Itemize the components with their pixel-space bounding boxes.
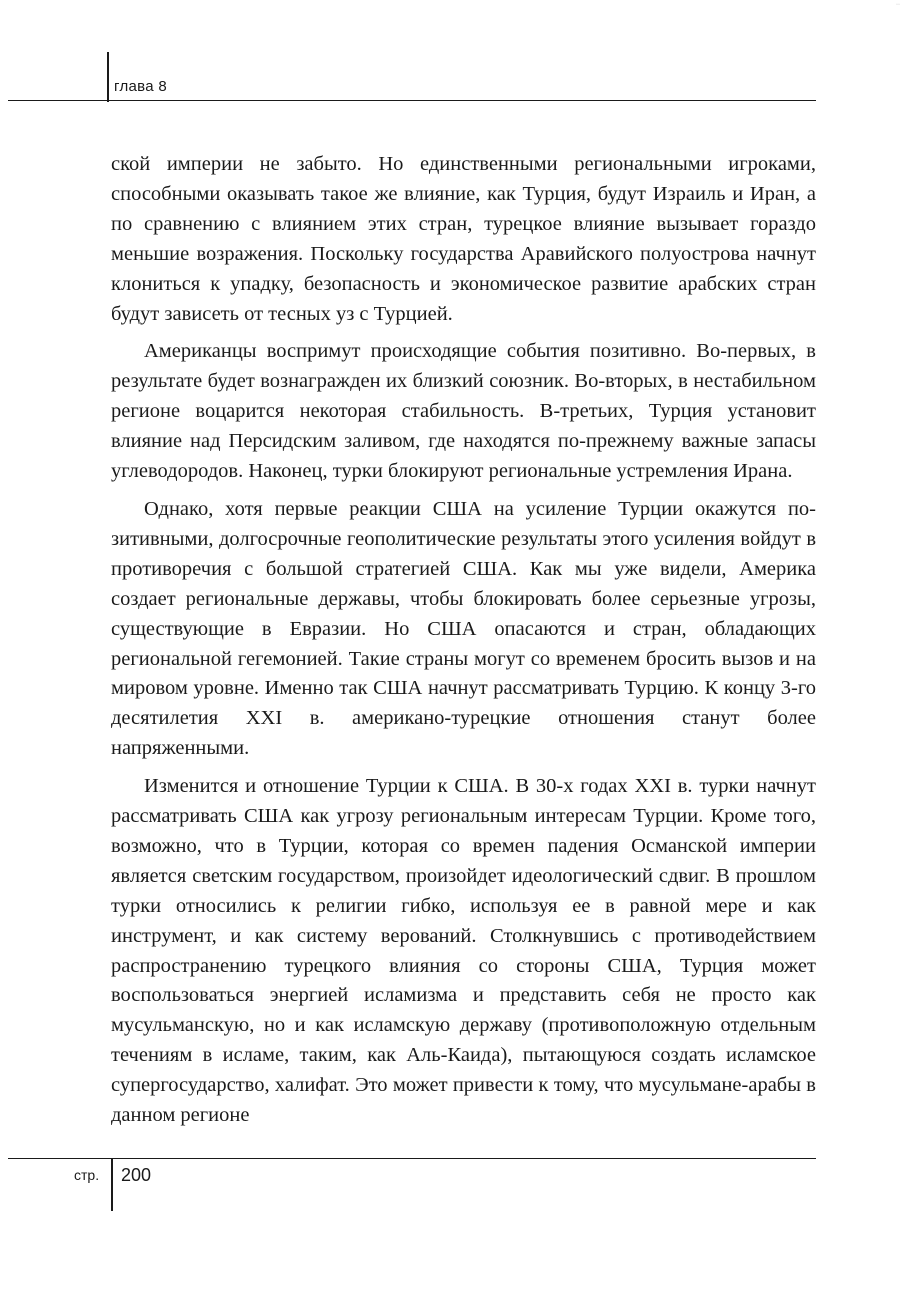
chapter-label: глава 8 [114,78,167,95]
header-horizontal-rule [8,100,816,101]
paragraph-4: Изменится и отношение Турции к США. В 30-х годах XXI в. турки начнут рассматривать США как угрозу региональным интересам Турции. Кроме того, возможно, что в Турции, которая со времен падения Османской империи является светским государством, произойдет идеологический сдвиг. В прошлом турки относились к религии гибко, используя ее в равной мере и как инструмент, и как систему верований. Столкнувшись с противодействием распространению турецкого влияния со стороны США, Турция может воспользоваться энергией исламизма и представить себя не просто как мусульманскую, но и как исламскую державу (противоположную отдельным течениям в исламе, таким, как Аль-Каида), пытающуюся создать исламское супергосударство, халифат. Это может привести к тому, что мусульмане-арабы в данном регионе [111,775,816,1127]
page-number: 200 [121,1165,152,1185]
page-label: стр. [74,1167,100,1183]
paragraph-3: Однако, хотя первые реакции США на усиление Турции окажутся позитивными, долгосрочные геополитические результаты этого усиления войдут в противоречия с большой стратегией США. Как мы уже видели, Америка создает региональные державы, чтобы блокировать более серьезные угрозы, существующие в Евразии. Но США опасаются и стран, обладающих региональной гегемонией. Такие страны могут со временем бросить вызов и на мировом уровне. Именно так США начнут рассматривать Турцию. К концу 3-го десятилетия XXI в. американо-турецкие отношения станут более напряженными. [111,497,816,760]
body-text [111,150,816,1131]
footer-vertical-rule [111,1158,113,1211]
corner-mark: ·· [896,2,900,8]
paragraph-2: Американцы воспримут происходящие события позитивно. Во-первых, в результате будет вознагражден их близкий союзник. Во-вторых, в нестабильном регионе воцарится некоторая стабильность. В-третьих, Турция установит влияние над Персидским заливом, где находятся по-прежнему важные запасы углеводородов. Наконец, турки блокируют региональные устремления Ирана. [111,340,816,483]
header-vertical-rule [107,52,109,102]
footer-horizontal-rule [8,1158,816,1159]
paragraph-1: ской империи не забыто. Но единственными региональными игроками, способными оказывать такое же влияние, как Турция, будут Израиль и Иран, а по сравнению с влиянием этих стран, турецкое влияние вызывает гораздо меньшие возражения. Поскольку государства Аравийского полуострова начнут клониться к упадку, безопасность и экономическое развитие арабских стран будут зависеть от тесных уз с Турцией. [111,153,816,325]
